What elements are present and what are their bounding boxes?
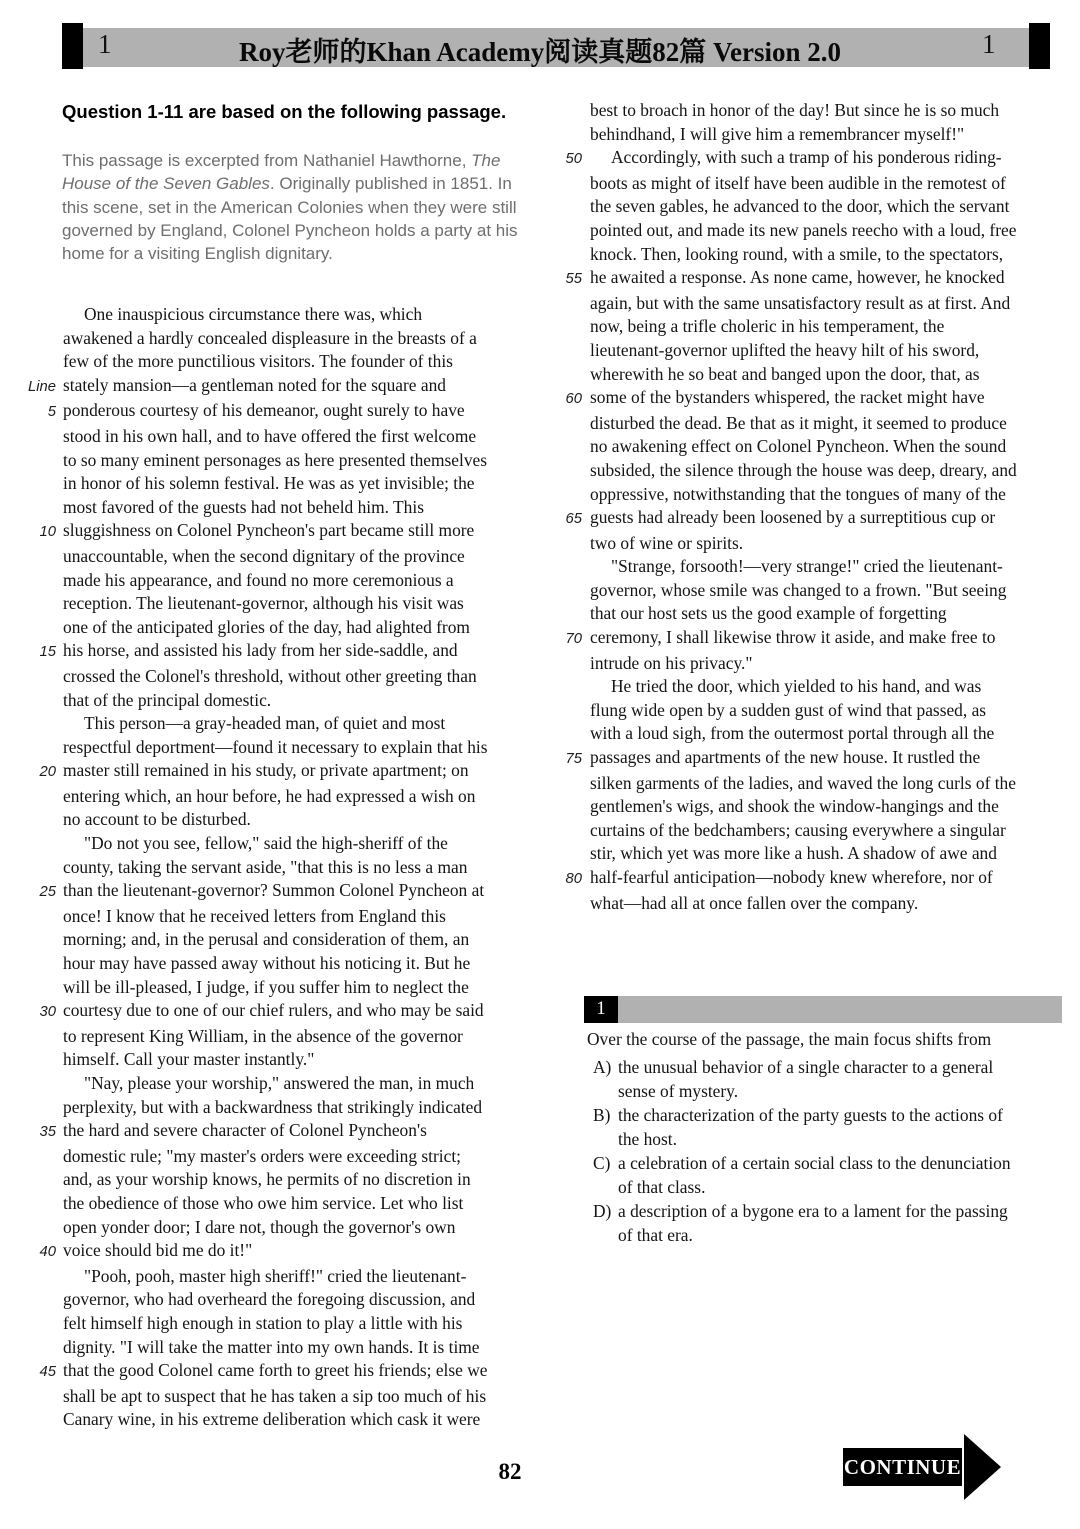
line-text: passages and apartments of the new house. It rustled the xyxy=(590,747,981,768)
passage-line xyxy=(556,339,1071,363)
line-number: 5 xyxy=(47,404,56,421)
line-text: made his appearance, and found no more ceremonious a xyxy=(63,569,454,590)
line-number xyxy=(556,459,590,483)
line-number xyxy=(20,905,63,929)
passage-line xyxy=(556,746,1071,772)
passage-line xyxy=(556,506,1071,532)
line-text: than the lieutenant-governor? Summon Colonel Pyncheon at xyxy=(63,880,485,901)
line-number xyxy=(556,315,590,339)
line-text: crossed the Colonel's threshold, without other greeting than xyxy=(63,665,477,686)
line-text: some of the bystanders whispered, the racket might have xyxy=(590,387,985,408)
question-number-box xyxy=(584,996,618,1023)
intro-line: governed by England, Colonel Pyncheon holds a party at his xyxy=(62,220,518,240)
line-number xyxy=(20,1288,63,1312)
passage-line xyxy=(20,1216,560,1240)
passage-line xyxy=(556,579,1071,603)
line-number xyxy=(20,1265,63,1289)
continue-button[interactable] xyxy=(843,1434,1001,1500)
line-text: boots as might of itself have been audible in the remotest of xyxy=(590,172,1006,193)
choice-letter xyxy=(593,1175,618,1199)
line-text: silken garments of the ladies, and waved the long curls of the xyxy=(590,772,1016,793)
passage-line xyxy=(20,519,560,545)
passage-left-column xyxy=(20,303,560,1432)
line-number xyxy=(20,976,63,1000)
line-number xyxy=(20,856,63,880)
line-text: reception. The lieutenant-governor, although his visit was xyxy=(63,593,464,614)
passage-line xyxy=(20,832,560,856)
passage-line xyxy=(556,123,1071,147)
line-number xyxy=(556,172,590,196)
passage-line xyxy=(20,1145,560,1169)
passage-line xyxy=(556,819,1071,843)
passage-line xyxy=(20,374,560,400)
line-number: 45 xyxy=(39,1364,56,1381)
passage-right-column xyxy=(556,99,1071,915)
line-text: domestic rule; "my master's orders were exceeding strict; xyxy=(63,1145,462,1166)
passage-line xyxy=(20,712,560,736)
line-text: unaccountable, when the second dignitary of the province xyxy=(63,545,465,566)
line-number xyxy=(20,449,63,473)
passage-line xyxy=(20,905,560,929)
choice-letter: B) xyxy=(593,1105,611,1125)
line-text: oppressive, notwithstanding that the tongues of many of the xyxy=(590,483,1006,504)
passage-line xyxy=(556,602,1071,626)
line-text: governor, whose smile was changed to a frown. "But seeing xyxy=(590,579,1007,600)
answer-choice-c xyxy=(584,1151,1062,1175)
line-text: what—had all at once fallen over the company. xyxy=(590,892,919,913)
line-number xyxy=(556,532,590,556)
line-number xyxy=(20,808,63,832)
passage-line xyxy=(20,1239,560,1265)
line-number: 30 xyxy=(39,1004,56,1021)
line-number xyxy=(556,699,590,723)
passage-line xyxy=(20,472,560,496)
choice-letter xyxy=(593,1079,618,1103)
line-text: behindhand, I will give him a remembrancer myself!" xyxy=(590,123,965,144)
line-number xyxy=(556,292,590,316)
line-number xyxy=(556,602,590,626)
passage-line xyxy=(20,999,560,1025)
line-text: open yonder door; I dare not, though the governor's own xyxy=(63,1216,456,1237)
passage-line xyxy=(20,689,560,713)
line-number xyxy=(20,592,63,616)
line-text: two of wine or spirits. xyxy=(590,532,744,553)
line-number xyxy=(20,1048,63,1072)
line-number xyxy=(20,303,63,327)
passage-line xyxy=(20,1312,560,1336)
answer-choice-d xyxy=(584,1199,1062,1223)
passage-line xyxy=(556,266,1071,292)
line-number xyxy=(20,350,63,374)
continue-arrow-icon xyxy=(964,1434,1001,1500)
line-number xyxy=(556,675,590,699)
line-number xyxy=(556,243,590,267)
passage-line xyxy=(556,555,1071,579)
line-text: that our host sets us the good example of forgetting xyxy=(590,603,947,624)
line-text: One inauspicious circumstance there was, which xyxy=(84,304,423,324)
line-text: that the good Colonel came forth to greet his friends; else we xyxy=(63,1360,488,1381)
line-number xyxy=(20,1312,63,1336)
choice-text: a description of a bygone era to a lament for the passing xyxy=(618,1201,1008,1221)
line-text: his horse, and assisted his lady from her side-saddle, and xyxy=(63,640,458,661)
line-text: no awakening effect on Colonel Pyncheon. When the sound xyxy=(590,436,1007,457)
passage-line xyxy=(20,952,560,976)
line-text: stir, which yet was more like a hush. A shadow of awe and xyxy=(590,843,997,864)
passage-line xyxy=(20,449,560,473)
passage-line xyxy=(20,928,560,952)
choice-letter xyxy=(593,1127,618,1151)
passage-line xyxy=(20,808,560,832)
header-right-section-number: 1 xyxy=(982,29,996,59)
passage-line xyxy=(556,626,1071,652)
line-number xyxy=(20,952,63,976)
passage-line xyxy=(556,435,1071,459)
passage-line xyxy=(20,616,560,640)
line-text: awakened a hardly concealed displeasure in the breasts of a xyxy=(63,327,477,348)
line-number: 10 xyxy=(39,524,56,541)
line-text: lieutenant-governor uplifted the heavy hilt of his sword, xyxy=(590,339,980,360)
line-text: "Pooh, pooh, master high sheriff!" cried the lieutenant- xyxy=(84,1265,467,1286)
answer-choices xyxy=(584,1055,1062,1247)
choice-text: sense of mystery. xyxy=(618,1081,739,1101)
line-number xyxy=(20,928,63,952)
intro-line: home for a visiting English dignitary. xyxy=(62,244,333,264)
passage-line xyxy=(556,292,1071,316)
line-text: he awaited a response. As none came, however, he knocked xyxy=(590,267,1005,288)
line-number xyxy=(556,435,590,459)
line-number: 65 xyxy=(565,511,582,528)
passage-line xyxy=(556,315,1071,339)
passage-line xyxy=(20,1072,560,1096)
line-number xyxy=(556,339,590,363)
line-text: "Nay, please your worship," answered the man, in much xyxy=(84,1073,475,1093)
answer-choice-a-continuation xyxy=(584,1079,1062,1103)
line-number xyxy=(20,1072,63,1096)
line-text: himself. Call your master instantly." xyxy=(63,1049,315,1070)
passage-line xyxy=(556,842,1071,866)
line-number xyxy=(20,689,63,713)
passage-line xyxy=(20,1265,560,1289)
line-number xyxy=(556,795,590,819)
passage-heading: Question 1-11 are based on the following passage. xyxy=(62,101,507,122)
line-text: knock. Then, looking round, with a smile, to the spectators, xyxy=(590,243,1004,264)
line-number xyxy=(556,195,590,219)
question-header-bar xyxy=(584,996,1062,1023)
line-number: Line xyxy=(28,378,56,395)
passage-line xyxy=(20,350,560,374)
line-text: subsided, the silence through the house was deep, dreary, and xyxy=(590,459,1017,480)
passage-line xyxy=(20,425,560,449)
line-text: sluggishness on Colonel Pyncheon's part became still more xyxy=(63,520,475,541)
line-text: once! I know that he received letters from England this xyxy=(63,905,446,926)
answer-choice-c-continuation xyxy=(584,1175,1062,1199)
line-number: 15 xyxy=(39,644,56,661)
line-text: respectful deportment—found it necessary to explain that his xyxy=(63,736,488,757)
line-text: entering which, an hour before, he had expressed a wish on xyxy=(63,785,476,806)
line-number xyxy=(20,832,63,856)
passage-line xyxy=(20,736,560,760)
line-number: 25 xyxy=(39,884,56,901)
line-text: will be ill-pleased, I judge, if you suffer him to neglect the xyxy=(63,976,469,997)
line-number: 40 xyxy=(39,1244,56,1261)
passage-line xyxy=(20,545,560,569)
line-text: master still remained in his study, or private apartment; on xyxy=(63,760,469,781)
choice-text: the host. xyxy=(618,1129,677,1149)
passage-line xyxy=(556,722,1071,746)
line-text: ponderous courtesy of his demeanor, ought surely to have xyxy=(63,400,465,421)
line-number xyxy=(556,842,590,866)
line-text: again, but with the same unsatisfactory result as at first. And xyxy=(590,292,1011,313)
passage-intro xyxy=(62,149,562,265)
line-text: to so many eminent personages as here presented themselves xyxy=(63,449,488,470)
line-number xyxy=(556,772,590,796)
line-text: to represent King William, in the absence of the governor xyxy=(63,1025,463,1046)
header-left-section-number: 1 xyxy=(98,29,112,59)
passage-line xyxy=(556,172,1071,196)
passage-line xyxy=(20,639,560,665)
line-number xyxy=(20,425,63,449)
passage-line xyxy=(20,856,560,880)
passage-line xyxy=(556,772,1071,796)
line-text: few of the more punctilious visitors. The founder of this xyxy=(63,351,453,372)
line-number xyxy=(20,712,63,736)
line-number xyxy=(20,1025,63,1049)
passage-line xyxy=(556,532,1071,556)
passage-line xyxy=(20,1168,560,1192)
line-text: one of the anticipated glories of the day, had alighted from xyxy=(63,616,470,637)
line-number xyxy=(20,785,63,809)
line-number xyxy=(20,1336,63,1360)
line-text: most favored of the guests had not beheld him. This xyxy=(63,496,424,517)
passage-line xyxy=(556,675,1071,699)
line-number xyxy=(556,412,590,436)
line-number: 60 xyxy=(565,391,582,408)
passage-line xyxy=(20,1288,560,1312)
line-text: voice should bid me do it!" xyxy=(63,1240,253,1261)
passage-line xyxy=(556,243,1071,267)
line-text: the hard and severe character of Colonel Pyncheon's xyxy=(63,1120,427,1141)
continue-button-body xyxy=(843,1448,962,1486)
choice-text: the characterization of the party guests to the actions of xyxy=(618,1105,1003,1125)
passage-line xyxy=(20,399,560,425)
intro-line: this scene, set in the American Colonies when they were still xyxy=(62,197,517,217)
line-text: shall be apt to suspect that he has taken a sip too much of his xyxy=(63,1385,487,1406)
passage-line xyxy=(556,866,1071,892)
line-number xyxy=(20,496,63,520)
passage-line xyxy=(556,146,1071,172)
passage-line xyxy=(20,1408,560,1432)
passage-line xyxy=(20,759,560,785)
line-text: county, taking the servant aside, "that this is no less a man xyxy=(63,856,468,877)
line-text: wherewith he so beat and banged upon the door, that, as xyxy=(590,363,980,384)
line-text: guests had already been loosened by a surreptitious cup or xyxy=(590,507,996,528)
line-text: the obedience of those who owe him service. Let who list xyxy=(63,1192,464,1213)
line-number xyxy=(20,545,63,569)
passage-line xyxy=(20,785,560,809)
passage-line xyxy=(20,1119,560,1145)
passage-line xyxy=(20,569,560,593)
line-text: Accordingly, with such a tramp of his ponderous riding- xyxy=(611,147,1002,168)
line-number xyxy=(20,1192,63,1216)
line-text: governor, who had overheard the foregoing discussion, and xyxy=(63,1289,476,1310)
line-number xyxy=(20,472,63,496)
line-number xyxy=(556,219,590,243)
line-text: perplexity, but with a backwardness that strikingly indicated xyxy=(63,1096,483,1117)
answer-choice-b xyxy=(584,1103,1062,1127)
passage-line xyxy=(556,652,1071,676)
passage-line xyxy=(556,699,1071,723)
line-text: gentlemen's wigs, and shook the window-hangings and the xyxy=(590,796,999,817)
line-text: disturbed the dead. Be that as it might, it seemed to produce xyxy=(590,412,1007,433)
header-title: Roy老师的Khan Academy阅读真题82篇 Version 2.0 xyxy=(238,37,842,67)
line-text: dignity. "I will take the matter into my own hands. It is time xyxy=(63,1336,480,1357)
passage-line xyxy=(556,892,1071,916)
choice-letter: A) xyxy=(593,1057,612,1077)
passage-line xyxy=(20,496,560,520)
line-number xyxy=(20,327,63,351)
line-text: stately mansion—a gentleman noted for the square and xyxy=(63,374,446,395)
line-text: hour may have passed away without his noticing it. But he xyxy=(63,953,471,974)
line-text: Canary wine, in his extreme deliberation which cask it were xyxy=(63,1409,481,1430)
line-text: in honor of his solemn festival. He was as yet invisible; the xyxy=(63,473,475,494)
line-number: 70 xyxy=(565,631,582,648)
question-stem: Over the course of the passage, the main focus shifts from xyxy=(587,1029,992,1049)
line-text: courtesy due to one of our chief rulers, and who may be said xyxy=(63,1000,484,1021)
line-number: 55 xyxy=(565,271,582,288)
choice-letter xyxy=(593,1223,618,1247)
passage-line xyxy=(20,976,560,1000)
line-number xyxy=(556,892,590,916)
line-number: 20 xyxy=(39,764,56,781)
line-text: "Strange, forsooth!—very strange!" cried the lieutenant- xyxy=(611,556,1003,577)
passage-line xyxy=(556,195,1071,219)
line-text: ceremony, I shall likewise throw it aside, and make free to xyxy=(590,627,996,648)
passage-line xyxy=(20,592,560,616)
line-text: He tried the door, which yielded to his hand, and was xyxy=(611,676,982,697)
line-text: that of the principal domestic. xyxy=(63,689,272,710)
passage-line xyxy=(20,1048,560,1072)
line-text: morning; and, in the perusal and consideration of them, an xyxy=(63,929,470,950)
passage-line xyxy=(556,412,1071,436)
line-number: 50 xyxy=(565,151,582,168)
intro-line: This passage is excerpted from Nathaniel Hawthorne, The xyxy=(62,151,501,170)
line-number xyxy=(20,1145,63,1169)
line-text: curtains of the bedchambers; causing everywhere a singular xyxy=(590,819,1006,840)
passage-line xyxy=(20,879,560,905)
choice-text: of that era. xyxy=(618,1225,693,1245)
line-number xyxy=(20,736,63,760)
passage-line xyxy=(556,483,1071,507)
line-text: flung wide open by a sudden gust of wind that passed, as xyxy=(590,699,987,720)
passage-line xyxy=(20,1096,560,1120)
line-text: "Do not you see, fellow," said the high-sheriff of the xyxy=(84,833,448,854)
line-number: 80 xyxy=(565,871,582,887)
line-number xyxy=(20,569,63,593)
choice-letter: C) xyxy=(593,1153,611,1173)
line-text: no account to be disturbed. xyxy=(63,809,251,830)
intro-line: House of the Seven Gables. Originally published in 1851. In xyxy=(62,174,512,194)
line-text: the seven gables, he advanced to the door, which the servant xyxy=(590,196,1010,217)
passage-line xyxy=(20,1385,560,1409)
line-text: intrude on his privacy." xyxy=(590,652,753,673)
continue-label: CONTINUE xyxy=(843,1454,962,1479)
choice-text: the unusual behavior of a single character to a general xyxy=(618,1057,994,1077)
line-number xyxy=(556,652,590,676)
line-text: half-fearful anticipation—nobody knew wherefore, nor of xyxy=(590,867,993,887)
passage-line xyxy=(556,386,1071,412)
line-number xyxy=(556,123,590,147)
line-number xyxy=(20,1216,63,1240)
choice-letter: D) xyxy=(593,1201,612,1221)
line-number xyxy=(556,555,590,579)
page-number: 82 xyxy=(498,1459,522,1484)
line-number xyxy=(556,363,590,387)
line-text: stood in his own hall, and to have offered the first welcome xyxy=(63,425,477,446)
passage-line xyxy=(556,363,1071,387)
question-block xyxy=(584,996,1062,1247)
line-text: and, as your worship knows, he permits of no discretion in xyxy=(63,1169,471,1190)
line-number xyxy=(556,99,590,123)
line-number: 35 xyxy=(39,1124,56,1141)
line-text: This person—a gray-headed man, of quiet and most xyxy=(84,713,446,734)
line-text: with a loud sigh, from the outermost portal through all the xyxy=(590,723,995,744)
line-number xyxy=(20,1408,63,1432)
passage-line xyxy=(556,219,1071,243)
answer-choice-b-continuation xyxy=(584,1127,1062,1151)
choice-text: a celebration of a certain social class to the denunciation xyxy=(618,1153,1011,1173)
line-number xyxy=(20,1168,63,1192)
passage-line xyxy=(556,459,1071,483)
line-number xyxy=(20,665,63,689)
answer-choice-d-continuation xyxy=(584,1223,1062,1247)
passage-line xyxy=(20,1192,560,1216)
passage-line xyxy=(556,795,1071,819)
passage-line xyxy=(20,665,560,689)
line-number xyxy=(20,1096,63,1120)
passage-line xyxy=(20,303,560,327)
passage-line xyxy=(20,1025,560,1049)
line-text: pointed out, and made its new panels reecho with a loud, free xyxy=(590,219,1017,240)
choice-text: of that class. xyxy=(618,1177,706,1197)
answer-choice-a xyxy=(584,1055,1062,1079)
line-number xyxy=(556,483,590,507)
question-number: 1 xyxy=(596,998,606,1019)
question-header-bar-fill xyxy=(618,996,1062,1023)
line-number xyxy=(556,819,590,843)
line-text: now, being a trifle choleric in his temperament, the xyxy=(590,316,945,337)
passage-line xyxy=(20,1336,560,1360)
line-number: 75 xyxy=(565,751,582,768)
line-text: best to broach in honor of the day! But since he is so much xyxy=(590,100,1000,120)
passage-line xyxy=(20,1359,560,1385)
line-number xyxy=(556,722,590,746)
line-number xyxy=(556,579,590,603)
passage-line xyxy=(20,327,560,351)
line-number xyxy=(20,1385,63,1409)
line-text: felt himself high enough in station to play a little with his xyxy=(63,1312,463,1333)
passage-line xyxy=(556,99,1071,123)
line-number xyxy=(20,616,63,640)
